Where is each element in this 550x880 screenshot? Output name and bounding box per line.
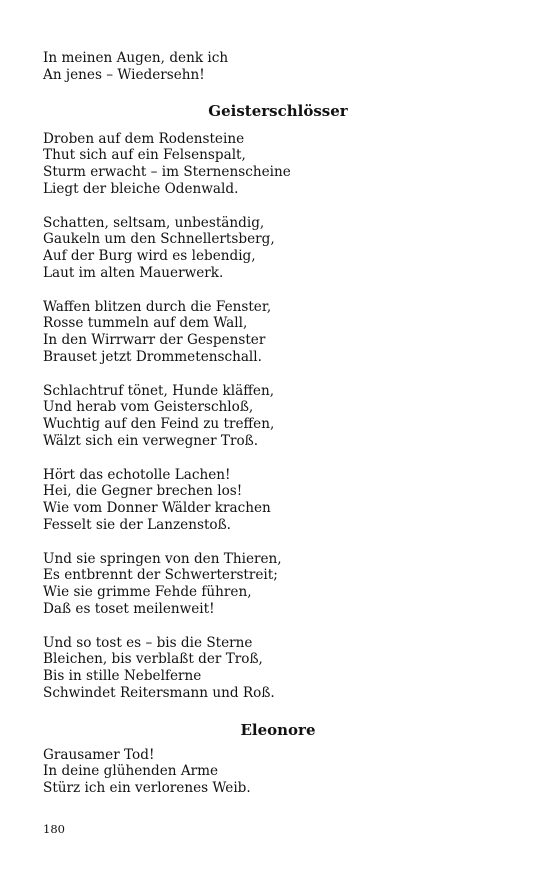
stanza [43,383,513,450]
stanza [43,131,513,198]
stanza [43,299,513,366]
verse-line: Gaukeln um den Schnellertsberg, [43,231,275,248]
previous-poem-stanza [43,50,513,84]
verse-line: Wie vom Donner Wälder krachen [43,500,271,517]
verse-line: Es entbrennt der Schwerterstreit; [43,567,278,584]
verse-line: Liegt der bleiche Odenwald. [43,180,239,197]
verse-line: Schlachtruf tönet, Hunde kläffen, [43,382,275,399]
verse-line: Sturm erwacht – im Sternenscheine [43,164,291,181]
verse-line: Schatten, seltsam, unbeständig, [43,214,265,231]
verse-line: Thut sich auf ein Felsenspalt, [43,147,246,164]
verse-line: Bleichen, bis verblaßt der Troß, [43,651,263,668]
verse-line: Wuchtig auf den Feind zu treffen, [43,416,275,433]
stanza [43,635,513,702]
verse-line: In meinen Augen, denk ich [43,50,229,66]
verse-line: Schwindet Reitersmann und Roß. [43,684,275,701]
stanza [43,551,513,618]
verse-line: Droben auf dem Rodensteine [43,130,245,147]
stanza [43,467,513,534]
page-number: 180 [43,822,65,836]
verse-line: Laut im alten Mauerwerk. [43,264,224,281]
verse-line: In den Wirrwarr der Gespenster [43,332,266,349]
stanza [43,215,513,282]
verse-line: Stürz ich ein verlorenes Weib. [43,780,251,797]
poem-title-geisterschloesser: Geisterschlösser [208,101,348,120]
verse-line: Wie sie grimme Fehde führen, [43,584,252,601]
verse-line: Rosse tummeln auf dem Wall, [43,315,248,332]
verse-line: Daß es toset meilenweit! [43,600,215,617]
verse-line: Brauset jetzt Drommetenschall. [43,348,262,365]
verse-line: Hört das echotolle Lachen! [43,466,231,483]
verse-line: Und sie springen von den Thieren, [43,550,282,567]
verse-line: Und herab vom Geisterschloß, [43,399,254,416]
verse-line: In deine glühenden Arme [43,763,219,780]
verse-line: Und so tost es – bis die Sterne [43,634,253,651]
poem-title-eleonore: Eleonore [240,720,316,739]
page-body [43,50,513,797]
verse-line: Wälzt sich ein verwegner Troß. [43,432,259,449]
verse-line: Hei, die Gegner brechen los! [43,483,243,500]
stanza [43,747,513,797]
verse-line: An jenes – Wiedersehn! [43,66,205,83]
verse-line: Grausamer Tod! [43,746,155,763]
verse-line: Bis in stille Nebelferne [43,668,202,685]
verse-line: Waffen blitzen durch die Fenster, [43,298,272,315]
verse-line: Fesselt sie der Lanzenstoß. [43,516,231,533]
verse-line: Auf der Burg wird es lebendig, [43,248,256,265]
